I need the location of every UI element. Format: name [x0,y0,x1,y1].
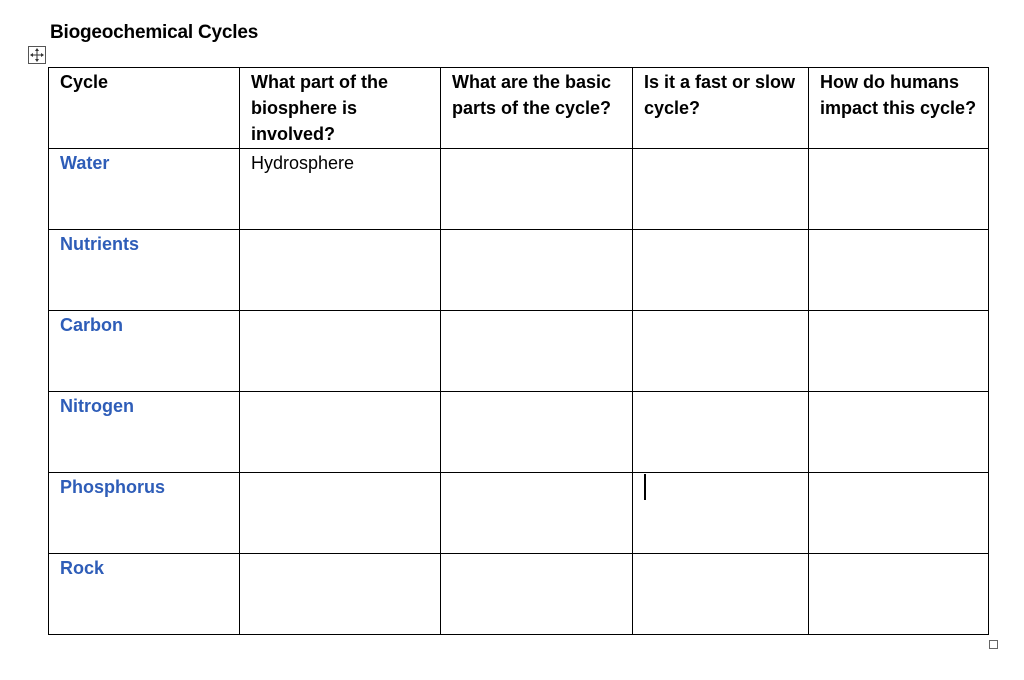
table-resize-handle-icon[interactable] [989,640,998,649]
cell-basic-parts[interactable] [441,230,633,311]
cell-cycle-name[interactable]: Nutrients [49,230,240,311]
cell-cycle-name[interactable]: Phosphorus [49,473,240,554]
cell-basic-parts[interactable] [441,392,633,473]
table-row-phosphorus [49,473,989,554]
cell-speed[interactable] [633,311,809,392]
cell-biosphere-part[interactable] [240,392,441,473]
cell-biosphere-part[interactable] [240,230,441,311]
header-biosphere-part[interactable]: What part of the biosphere is involved? [240,68,441,149]
cell-human-impact[interactable] [809,392,989,473]
cell-cycle-name[interactable]: Nitrogen [49,392,240,473]
cell-basic-parts[interactable] [441,149,633,230]
header-speed[interactable]: Is it a fast or slow cycle? [633,68,809,149]
table-row-nutrients [49,230,989,311]
document-title: Biogeochemical Cycles [50,22,259,43]
cell-basic-parts[interactable] [441,311,633,392]
text-cursor-caret [644,474,646,500]
header-human-impact[interactable]: How do humans impact this cycle? [809,68,989,149]
table-row-water [49,149,989,230]
cell-biosphere-part[interactable]: Hydrosphere [240,149,441,230]
cell-human-impact[interactable] [809,554,989,635]
cell-speed[interactable] [633,149,809,230]
cell-basic-parts[interactable] [441,473,633,554]
cell-speed[interactable] [633,230,809,311]
header-basic-parts[interactable]: What are the basic parts of the cycle? [441,68,633,149]
cell-cycle-name[interactable]: Rock [49,554,240,635]
table-row-rock [49,554,989,635]
cell-human-impact[interactable] [809,230,989,311]
cell-human-impact[interactable] [809,473,989,554]
cell-speed-active[interactable] [633,473,809,554]
table-move-handle-icon[interactable] [28,46,46,64]
cell-speed[interactable] [633,554,809,635]
table-row-nitrogen [49,392,989,473]
cycles-table [48,67,989,635]
header-cycle[interactable]: Cycle [49,68,240,149]
cell-biosphere-part[interactable] [240,554,441,635]
cell-cycle-name[interactable]: Water [49,149,240,230]
cell-human-impact[interactable] [809,149,989,230]
cell-speed[interactable] [633,392,809,473]
four-way-arrow-icon [29,47,45,63]
table-header-row [49,68,989,149]
cell-human-impact[interactable] [809,311,989,392]
cell-cycle-name[interactable]: Carbon [49,311,240,392]
cell-biosphere-part[interactable] [240,473,441,554]
table-row-carbon [49,311,989,392]
cell-basic-parts[interactable] [441,554,633,635]
cell-biosphere-part[interactable] [240,311,441,392]
